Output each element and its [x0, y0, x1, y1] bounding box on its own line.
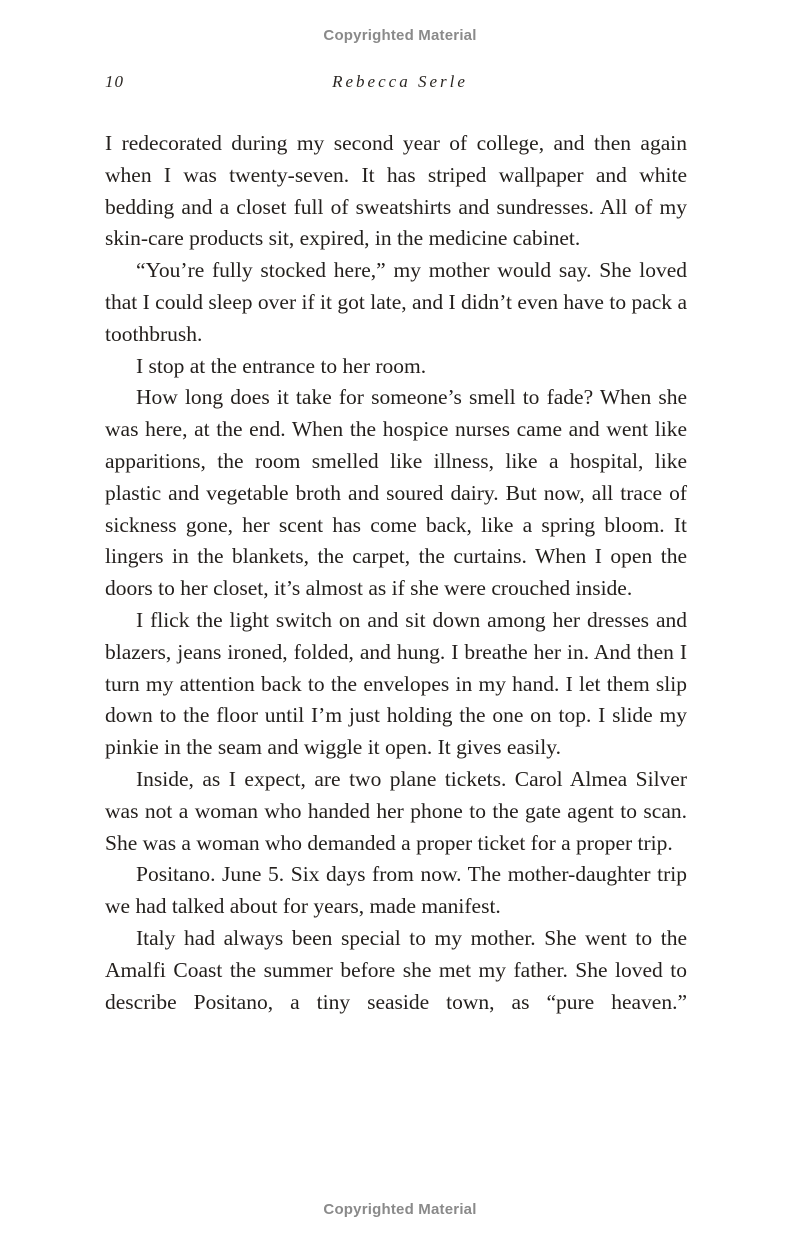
- copyright-watermark-bottom: Copyrighted Material: [323, 1201, 477, 1218]
- paragraph: How long does it take for someone’s smell to fade? When she was here, at the end. When the hospice nurses came and went like apparitions, the room smelled like illness, like a hospital, like plastic and vegetable broth and soured dairy. But now, all trace of sickness gone, her scent has come back, like a spring bloom. It lingers in the blankets, the carpet, the curtains. When I open the doors to her closet, it’s almost as if she were crouched inside.: [105, 385, 687, 601]
- paragraph: I redecorated during my second year of college, and then again when I was twenty-seven. It has striped wallpaper and white bedding and a closet full of sweatshirts and sundresses. All of my skin-care products sit, expired, in the medicine cabinet.: [105, 131, 687, 251]
- paragraph: “You’re fully stocked here,” my mother would say. She loved that I could sleep over if it got late, and I didn’t even have to pack a toothbrush.: [105, 258, 687, 346]
- page-number: 10: [105, 72, 124, 91]
- author-name: Rebecca Serle: [332, 72, 468, 91]
- paragraph: Positano. June 5. Six days from now. The mother-daughter trip we had talked about for years, made manifest.: [105, 862, 687, 919]
- running-head: [105, 72, 687, 96]
- paragraph: Italy had always been special to my mother. She went to the Amalfi Coast the summer before she met my father. She loved to describe Positano, a tiny seaside town, as “pure heaven.”: [105, 925, 687, 1014]
- paragraph: I stop at the entrance to her room.: [136, 353, 427, 378]
- paragraph: I flick the light switch on and sit down among her dresses and blazers, jeans ironed, folded, and hung. I breathe her in. And then I turn my attention back to the envelopes in my hand. I let them slip down to the floor until I’m just holding the one on top. I slide my pinkie in the seam and wiggle it open. It gives easily.: [105, 607, 687, 760]
- body-text: [105, 128, 687, 1018]
- paragraph: Inside, as I expect, are two plane tickets. Carol Almea Silver was not a woman who handed her phone to the gate agent to scan. She was a woman who demanded a proper ticket for a proper trip.: [105, 766, 687, 855]
- copyright-watermark-top: Copyrighted Material: [323, 27, 477, 44]
